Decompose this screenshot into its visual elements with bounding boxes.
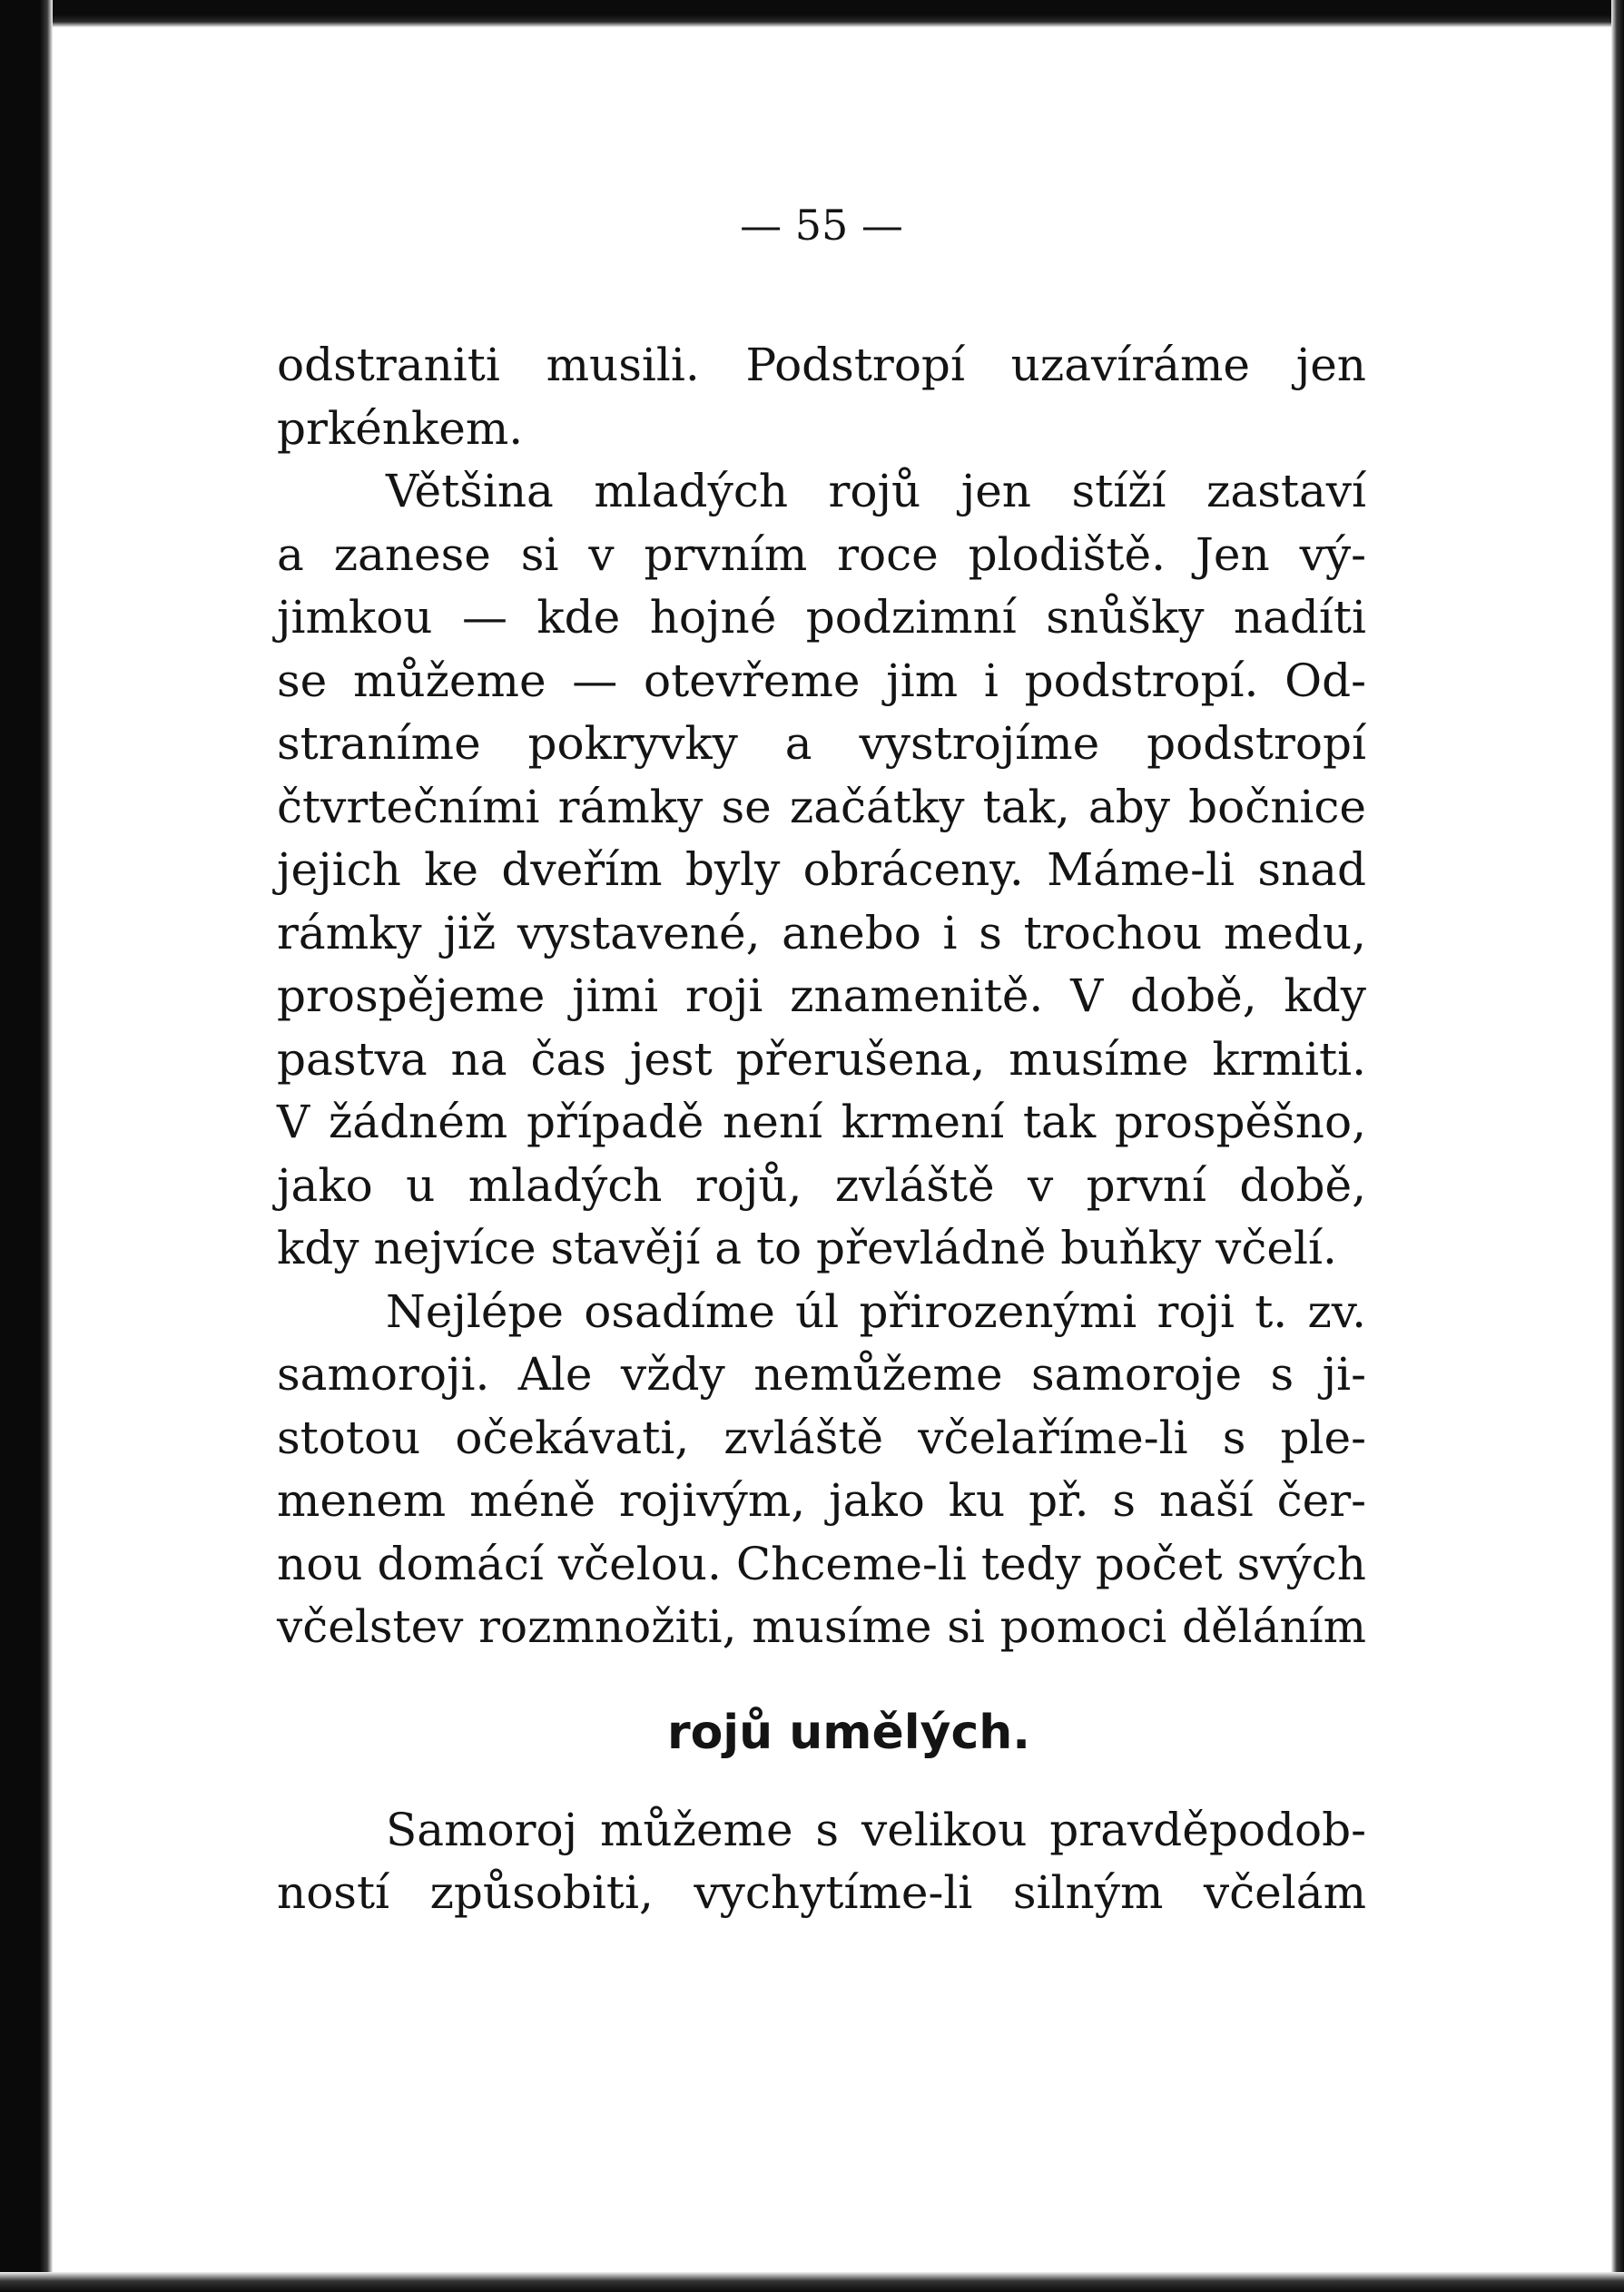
scan-right-edge	[1611, 0, 1624, 2292]
text-line: včelstev rozmnožiti, musíme si pomoci děláním	[277, 1600, 1366, 1653]
text-line: prkénkem.	[277, 401, 524, 455]
text-line: straníme pokryvky a vystrojíme podstropí	[277, 717, 1366, 770]
text-line: prospějeme jimi roji znamenitě. V době, kdy	[277, 969, 1366, 1022]
text-line: čtvrtečními rámky se začátky tak, aby bočnice	[277, 780, 1366, 833]
paragraph-3	[277, 1281, 1366, 1659]
text-line: stotou očekávati, zvláště včelaříme-li s ple-	[277, 1411, 1366, 1464]
text-line: menem méně rojivým, jako ku př. s naší čer-	[277, 1474, 1366, 1527]
paragraph-2	[277, 460, 1366, 1281]
text-line: pastva na čas jest přerušena, musíme krmiti.	[277, 1032, 1366, 1086]
text-line: jejich ke dveřím byly obráceny. Máme-li snad	[277, 843, 1366, 896]
text-line: se můžeme — otevřeme jim i podstropí. Od-	[277, 654, 1366, 707]
text-line: kdy nejvíce stavějí a to převládně buňky včelí.	[277, 1222, 1337, 1274]
text-line: rámky již vystavené, anebo i s trochou medu,	[277, 906, 1366, 959]
page-number: — 55 —	[740, 201, 903, 250]
text-line: samoroji. Ale vždy nemůžeme samoroje s ji-	[277, 1348, 1366, 1401]
text-line: jimkou — kde hojné podzimní snůšky nadíti	[277, 591, 1366, 644]
text-line: V žádném případě není krmení tak prospěšno,	[277, 1096, 1366, 1148]
scan-left-edge	[0, 0, 53, 2292]
scan-top-edge	[0, 0, 1624, 27]
section-heading: rojů umělých.	[666, 1705, 1031, 1760]
scan-bottom-edge	[0, 2272, 1624, 2292]
text-line: odstraniti musili. Podstropí uzavíráme jen	[277, 339, 1366, 391]
text-line: Samoroj můžeme s velikou pravděpodob-	[386, 1803, 1366, 1856]
paragraph-1	[277, 334, 1366, 460]
text-line: ností způsobiti, vychytíme-li silným včelám	[277, 1866, 1366, 1919]
text-line: Nejlépe osadíme úl přirozenými roji t. zv.	[386, 1284, 1366, 1338]
text-line: a zanese si v prvním roce plodiště. Jen vý-	[277, 527, 1366, 581]
text-line: Většina mladých rojů jen stíží zastaví	[386, 465, 1366, 517]
paragraph-4	[277, 1799, 1366, 1925]
book-page	[277, 200, 1366, 1925]
text-line: nou domácí včelou. Chceme-li tedy počet svých	[277, 1537, 1366, 1590]
text-line: jako u mladých rojů, zvláště v první době,	[277, 1158, 1366, 1212]
